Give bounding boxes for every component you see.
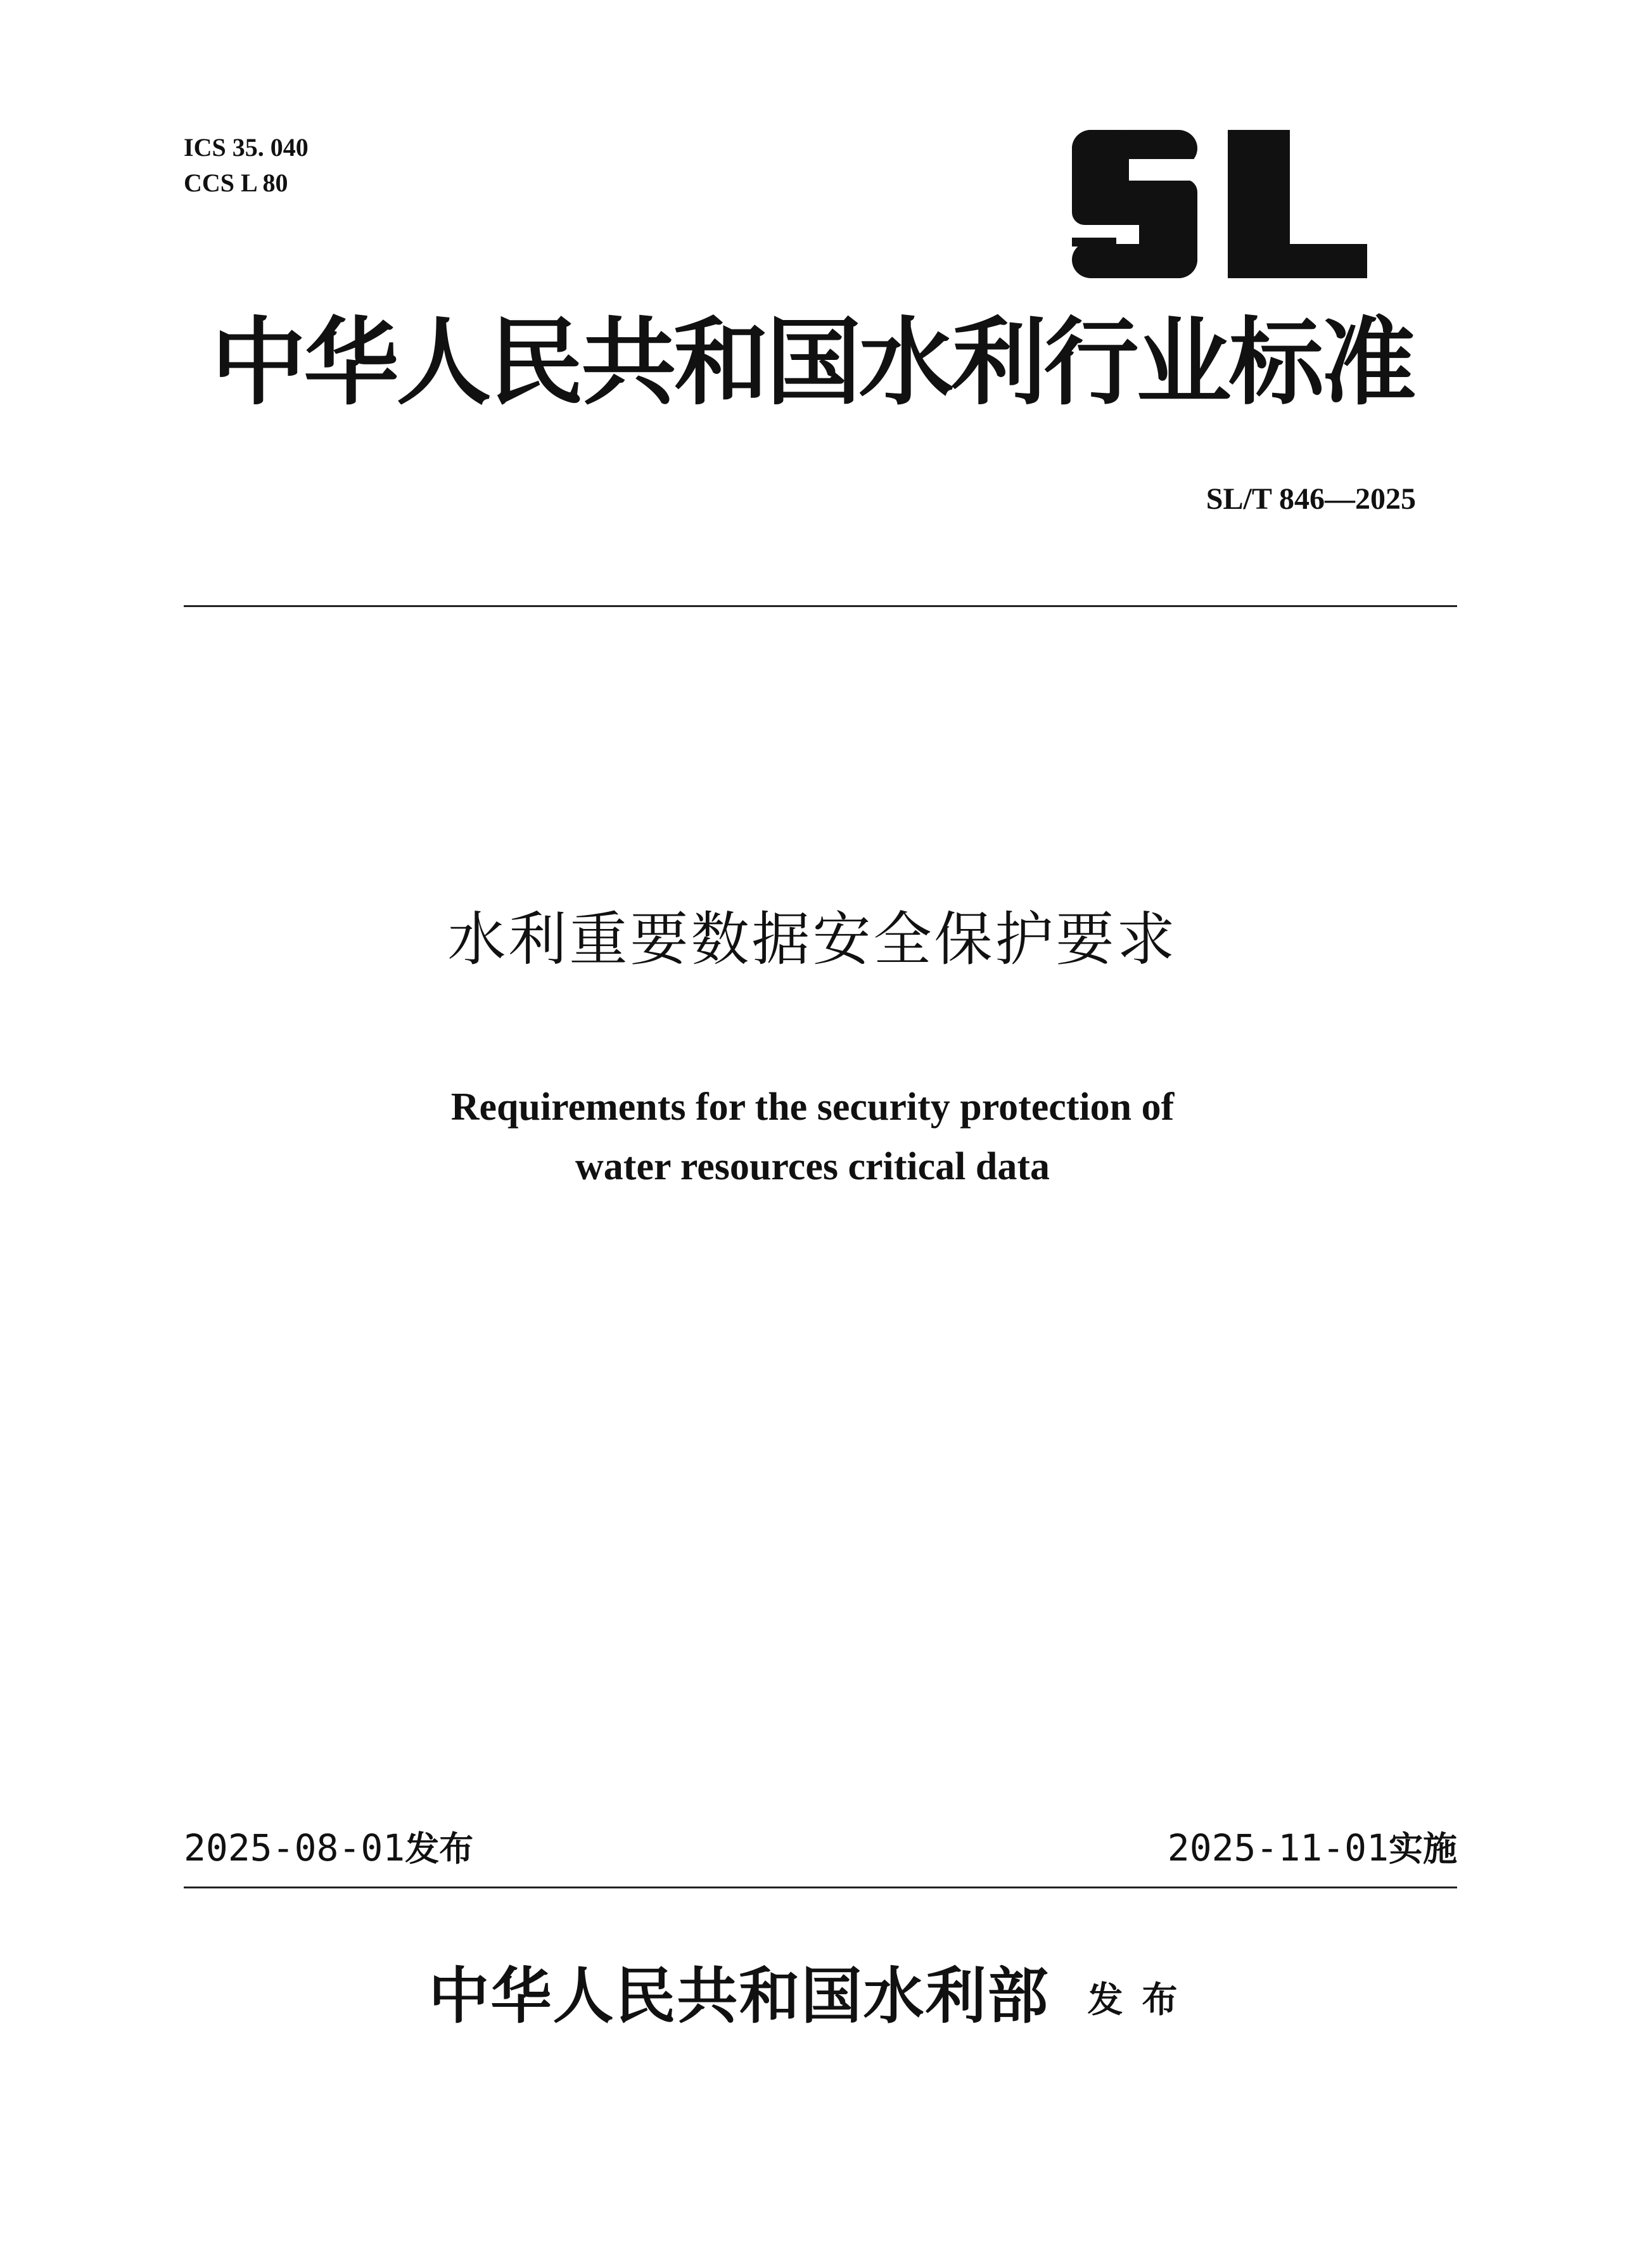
publisher-action: 发布	[1087, 1979, 1197, 2021]
bottom-divider	[184, 1887, 1457, 1888]
issue-label: 发布	[405, 1829, 474, 1869]
ics-code: ICS 35. 040	[184, 133, 309, 162]
sl-logo-l	[1228, 130, 1367, 278]
top-divider	[184, 605, 1457, 607]
title-en-line-1: Requirements for the security protection of	[450, 1086, 1175, 1129]
publisher-name: 中华人民共和国水利部	[428, 1960, 1050, 2032]
effective-label: 实施	[1389, 1829, 1457, 1869]
issue-date-block	[184, 1824, 473, 1873]
ccs-code: CCS L 80	[184, 169, 288, 197]
issue-date: 2025-08-01	[184, 1826, 405, 1869]
publisher-line	[0, 1958, 1625, 2038]
document-title-chinese: 水利重要数据安全保护要求	[447, 906, 1178, 973]
classification-codes	[184, 130, 309, 201]
title-en-line-2: water resources critical data	[575, 1145, 1050, 1188]
standard-number: SL/T 846—2025	[1206, 482, 1416, 516]
effective-date: 2025-11-01	[1167, 1826, 1389, 1869]
sl-logo	[1071, 130, 1368, 279]
industry-standard-title: 中华人民共和国水利行业标准	[211, 307, 1414, 418]
document-title-english	[0, 1077, 1625, 1196]
effective-date-block	[1168, 1824, 1457, 1873]
sl-logo-s	[1072, 130, 1197, 278]
